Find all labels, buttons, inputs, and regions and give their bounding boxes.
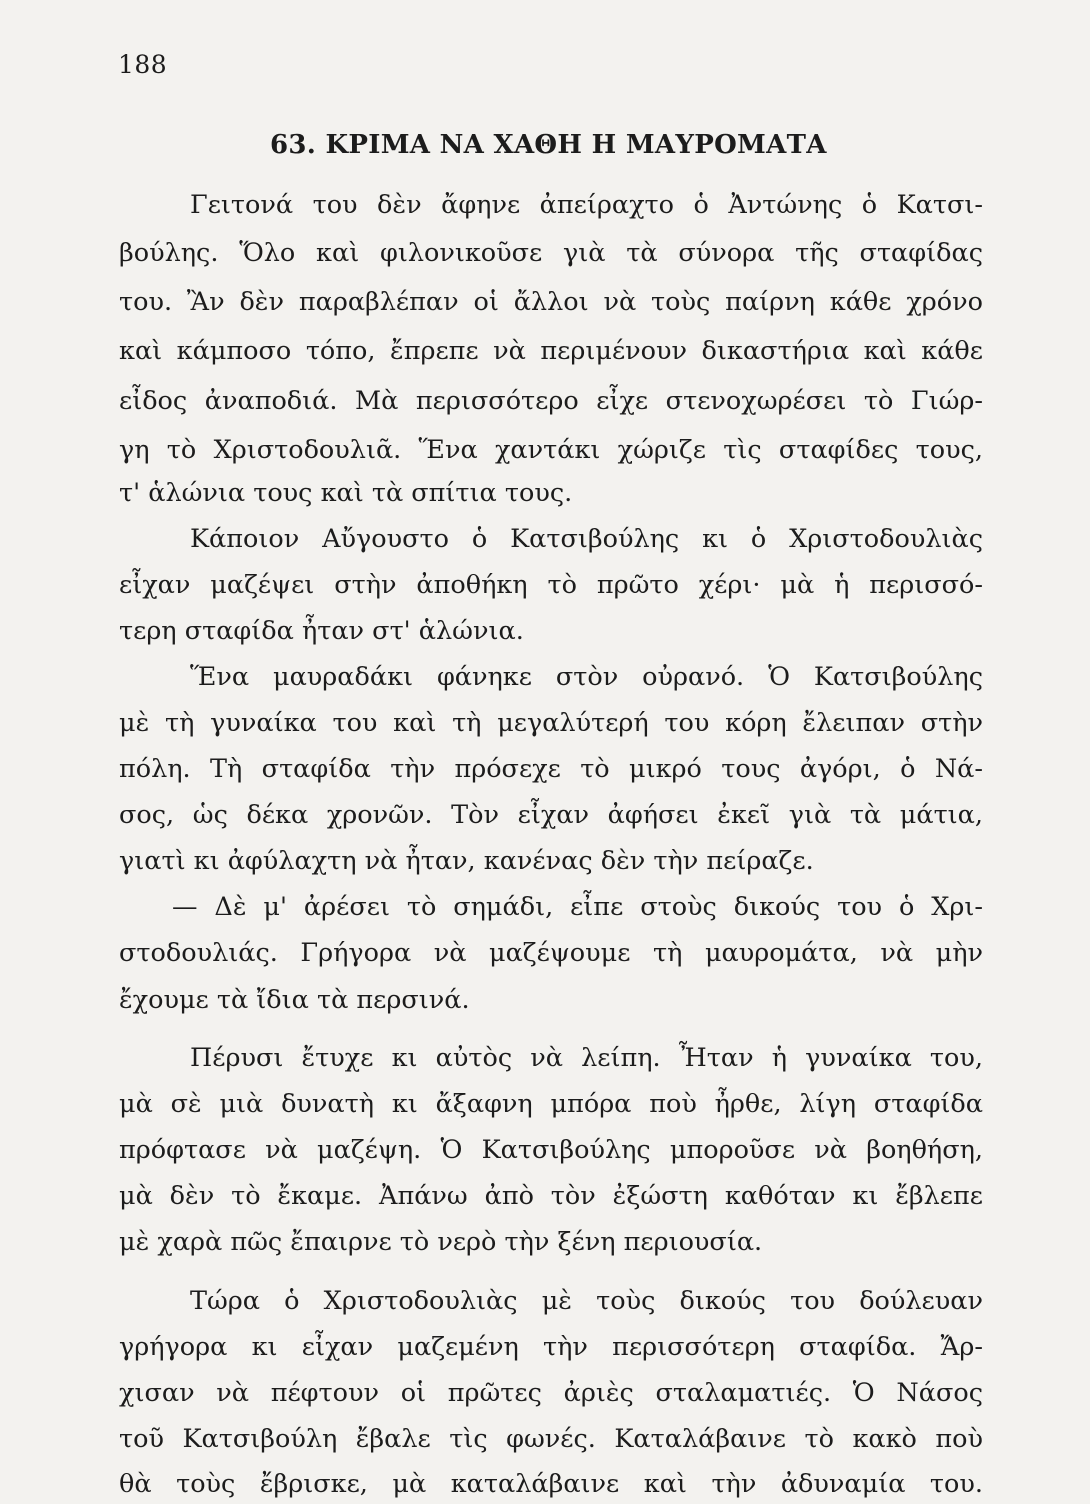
text-line: βούλης. Ὅλο καὶ φιλονικοῦσε γιὰ τὰ σύνορα τῆς σταφίδας [119,238,983,268]
text-line: μὰ σὲ μιὰ δυνατὴ κι ἄξαφνη μπόρα ποὺ ἦρθε, λίγη σταφίδα [119,1089,983,1119]
text-line: γρήγορα κι εἶχαν μαζεμένη τὴν περισσότερη σταφίδα. Ἄρ- [119,1332,983,1362]
text-line: καὶ κάμποσο τόπο, ἔπρεπε νὰ περιμένουν δικαστήρια καὶ κάθε [119,336,983,366]
text-line: γιατὶ κι ἀφύλαχτη νὰ ἦταν, κανένας δὲν τὴν πείραζε. [119,846,814,876]
text-line: Κάποιον Αὔγουστο ὁ Κατσιβούλης κι ὁ Χριστοδουλιὰς [190,524,983,554]
text-line: θὰ τοὺς ἔβρισκε, μὰ καταλάβαινε καὶ τὴν ἀδυναμία του. [119,1469,983,1499]
text-line: τοῦ Κατσιβούλη ἔβαλε τὶς φωνές. Καταλάβαινε τὸ κακὸ ποὺ [119,1424,983,1454]
text-line: Τώρα ὁ Χριστοδουλιὰς μὲ τοὺς δικούς του δούλευαν [190,1286,983,1316]
text-line: πόλη. Τὴ σταφίδα τὴν πρόσεχε τὸ μικρό τους ἀγόρι, ὁ Νά- [119,754,983,784]
text-line: μὰ δὲν τὸ ἔκαμε. Ἀπάνω ἀπὸ τὸν ἐξώστη καθόταν κι ἔβλεπε [119,1181,983,1211]
text-line: εἶδος ἀναποδιά. Μὰ περισσότερο εἶχε στενοχωρέσει τὸ Γιώρ- [119,386,983,416]
text-line: ἔχουμε τὰ ἴδια τὰ περσινά. [119,985,470,1015]
text-line: Ἕνα μαυραδάκι φάνηκε στὸν οὐρανό. Ὁ Κατσιβούλης [190,662,983,692]
text-line: γη τὸ Χριστοδουλιᾶ. Ἕνα χαντάκι χώριζε τὶς σταφίδες τους, [119,435,983,465]
text-line: στοδουλιάς. Γρήγορα νὰ μαζέψουμε τὴ μαυρομάτα, νὰ μὴν [119,938,983,968]
text-line: μὲ τὴ γυναίκα του καὶ τὴ μεγαλύτερή του κόρη ἔλειπαν στὴν [119,708,983,738]
text-line: μὲ χαρὰ πῶς ἔπαιρνε τὸ νερὸ τὴν ξένη περιουσία. [119,1227,763,1257]
text-line: σος, ὡς δέκα χρονῶν. Τὸν εἶχαν ἀφήσει ἐκεῖ γιὰ τὰ μάτια, [119,800,983,830]
text-line: τ' ἁλώνια τους καὶ τὰ σπίτια τους. [119,478,573,508]
text-line: — Δὲ μ' ἀρέσει τὸ σημάδι, εἶπε στοὺς δικούς του ὁ Χρι- [172,892,983,922]
page-number: 188 [118,50,168,79]
text-line: τερη σταφίδα ἦταν στ' ἁλώνια. [119,616,524,646]
text-line: του. Ἂν δὲν παραβλέπαν οἱ ἄλλοι νὰ τοὺς παίρνη κάθε χρόνο [119,287,983,317]
text-line: εἶχαν μαζέψει στὴν ἀποθήκη τὸ πρῶτο χέρι· μὰ ἡ περισσό- [119,570,983,600]
text-line: πρόφτασε νὰ μαζέψη. Ὁ Κατσιβούλης μποροῦσε νὰ βοηθήση, [119,1135,983,1165]
text-line: Πέρυσι ἔτυχε κι αὐτὸς νὰ λείπη. Ἦταν ἡ γυναίκα του, [190,1043,983,1073]
text-line: Γειτονά του δὲν ἄφηνε ἀπείραχτο ὁ Ἀντώνης ὁ Κατσι- [190,190,983,220]
text-line: χισαν νὰ πέφτουν οἱ πρῶτες ἀριὲς σταλαματιές. Ὁ Νάσος [119,1378,983,1408]
chapter-title: 63. ΚΡΙΜΑ ΝΑ ΧΑΘΗ Η ΜΑΥΡΟΜΑΤΑ [270,130,827,160]
